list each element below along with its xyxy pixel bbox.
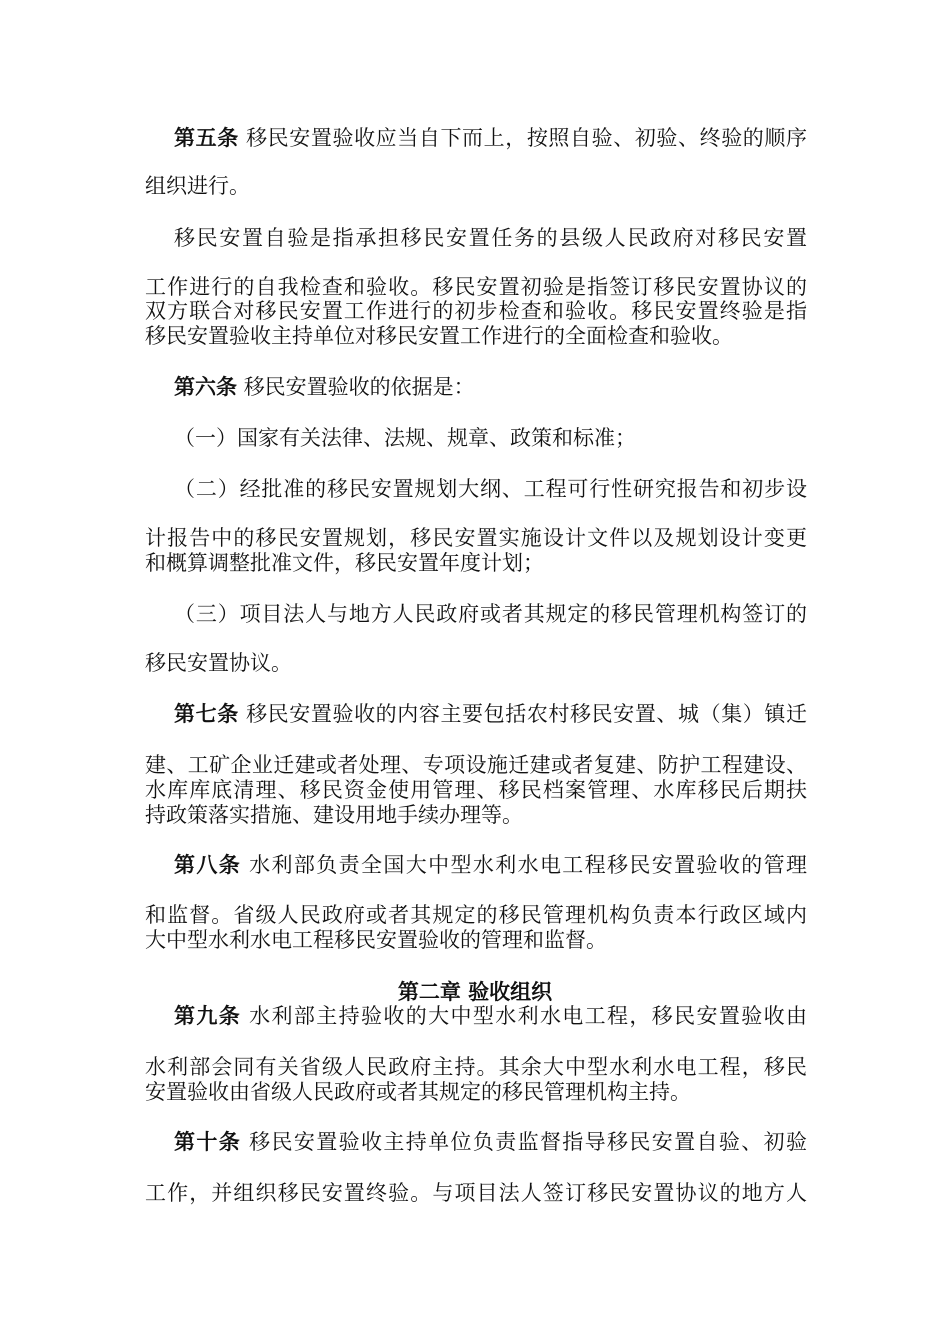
article-9-line-3: 安置验收由省级人民政府或者其规定的移民管理机构主持。 bbox=[145, 1080, 691, 1104]
item-1-line-1: （一）国家有关法律、法规、规章、政策和标准； bbox=[174, 426, 636, 450]
self-check-line-3: 双方联合对移民安置工作进行的初步检查和验收。移民安置终验是指 bbox=[145, 299, 807, 323]
article-6-line-1 bbox=[174, 373, 807, 401]
article-5-label: 第五条 bbox=[174, 125, 239, 150]
article-9-line-2: 水利部会同有关省级人民政府主持。其余大中型水利水电工程，移民 bbox=[145, 1055, 807, 1079]
article-9-line-1 bbox=[174, 1002, 807, 1030]
article-10-label: 第十条 bbox=[174, 1129, 242, 1154]
item-3-line-1: （三）项目法人与地方人民政府或者其规定的移民管理机构签订的 bbox=[174, 602, 807, 626]
article-6-text-1: 移民安置验收的依据是： bbox=[243, 375, 475, 399]
article-8-label: 第八条 bbox=[174, 852, 242, 877]
article-7-line-1 bbox=[174, 700, 807, 728]
item-2-line-2: 计报告中的移民安置规划，移民安置实施设计文件以及规划设计变更 bbox=[145, 526, 807, 550]
self-check-line-1: 移民安置自验是指承担移民安置任务的县级人民政府对移民安置 bbox=[174, 226, 807, 250]
self-check-line-4: 移民安置验收主持单位对移民安置工作进行的全面检查和验收。 bbox=[145, 324, 733, 348]
article-7-line-2: 建、工矿企业迁建或者处理、专项设施迁建或者复建、防护工程建设、 bbox=[145, 753, 807, 777]
article-7-line-4: 持政策落实措施、建设用地手续办理等。 bbox=[145, 803, 523, 827]
article-5-line-1 bbox=[174, 124, 807, 152]
chapter-2-heading: 第二章 验收组织 bbox=[397, 979, 553, 1004]
article-8-text-1: 水利部负责全国大中型水利水电工程移民安置验收的管理 bbox=[249, 853, 807, 877]
article-6-label: 第六条 bbox=[174, 374, 237, 399]
article-7-text-1: 移民安置验收的内容主要包括农村移民安置、城（集）镇迁 bbox=[246, 702, 807, 726]
article-8-line-2: 和监督。省级人民政府或者其规定的移民管理机构负责本行政区域内 bbox=[145, 903, 807, 927]
article-5-line-2: 组织进行。 bbox=[145, 174, 250, 198]
article-7-line-3: 水库库底清理、移民资金使用管理、移民档案管理、水库移民后期扶 bbox=[145, 778, 807, 802]
article-8-line-3: 大中型水利水电工程移民安置验收的管理和监督。 bbox=[145, 928, 607, 952]
item-2-line-3: 和概算调整批准文件，移民安置年度计划； bbox=[145, 551, 544, 575]
self-check-line-2: 工作进行的自我检查和验收。移民安置初验是指签订移民安置协议的 bbox=[145, 275, 807, 299]
article-5-text-1: 移民安置验收应当自下而上，按照自验、初验、终验的顺序 bbox=[246, 126, 807, 150]
article-10-text-1: 移民安置验收主持单位负责监督指导移民安置自验、初验 bbox=[249, 1130, 807, 1154]
article-10-line-1 bbox=[174, 1128, 807, 1156]
article-10-line-2: 工作，并组织移民安置终验。与项目法人签订移民安置协议的地方人 bbox=[145, 1181, 807, 1205]
article-7-label: 第七条 bbox=[174, 701, 239, 726]
article-9-text-1: 水利部主持验收的大中型水利水电工程，移民安置验收由 bbox=[249, 1004, 807, 1028]
item-2-line-1: （二）经批准的移民安置规划大纲、工程可行性研究报告和初步设 bbox=[174, 477, 807, 501]
article-9-label: 第九条 bbox=[174, 1003, 242, 1028]
item-3-line-2: 移民安置协议。 bbox=[145, 651, 292, 675]
article-8-line-1 bbox=[174, 851, 807, 879]
